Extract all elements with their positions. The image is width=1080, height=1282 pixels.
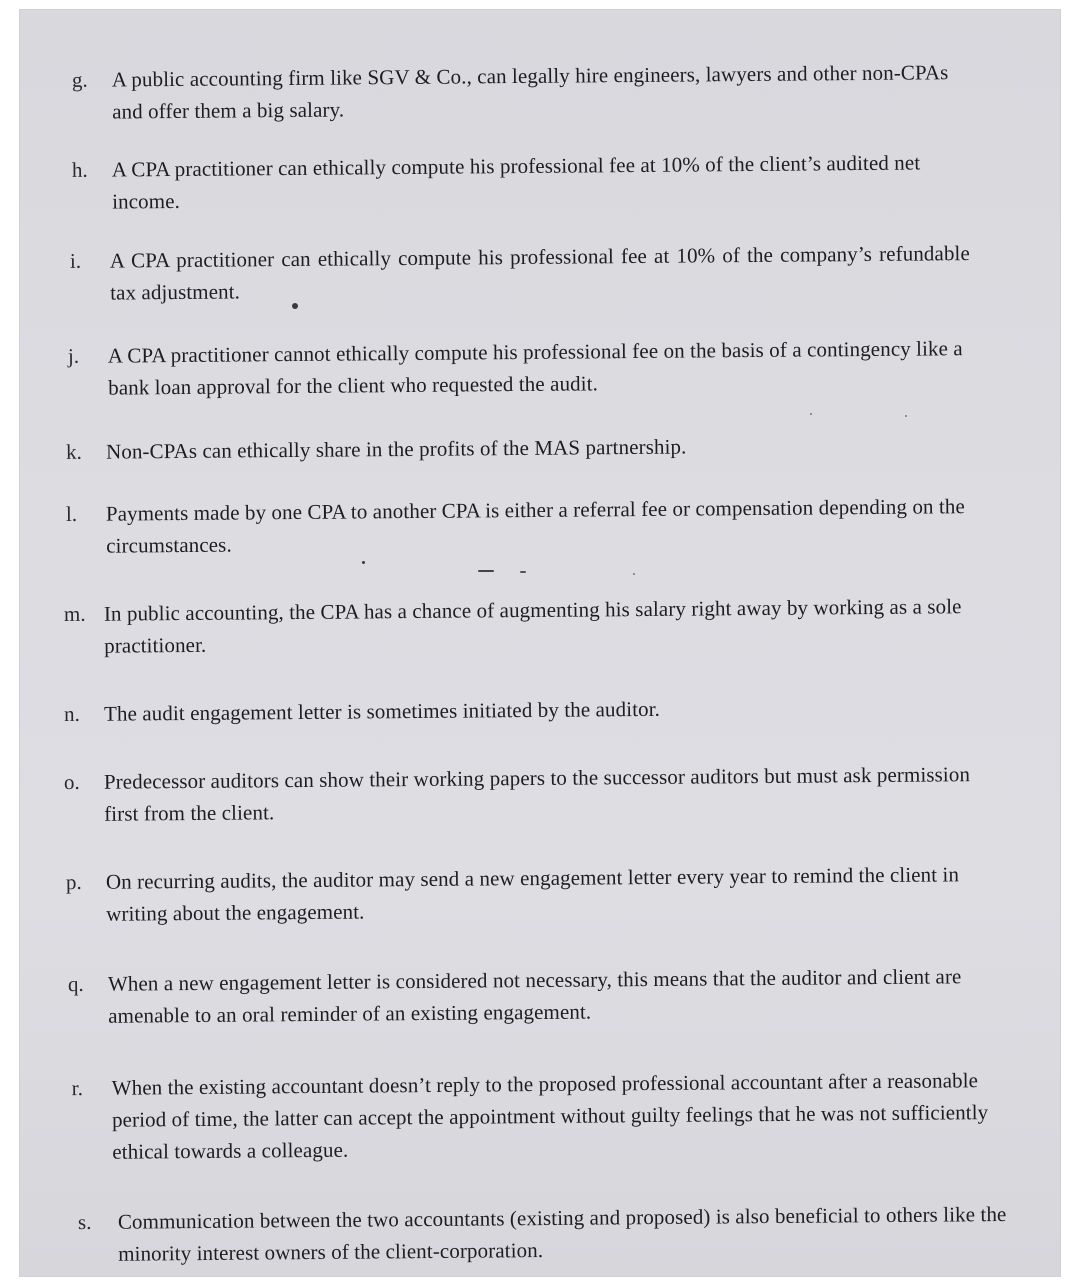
scan-speck xyxy=(905,415,907,417)
item-letter: k. xyxy=(65,439,83,464)
list-item xyxy=(72,1064,1018,1168)
list-item xyxy=(72,56,963,128)
list-item xyxy=(68,332,979,404)
scan-speck xyxy=(633,573,635,575)
item-text: On recurring audits, the auditor may send a new engagement letter every year to remind the client in writing about the engagement. xyxy=(105,862,960,926)
item-text: When the existing accountant doesn’t reply to the proposed professional accountant after a reasonable period of time, the latter can accept the appointment without guilty feelings that he was not sufficiently ethical towards a colleague. xyxy=(111,1068,989,1164)
item-letter: p. xyxy=(65,869,82,895)
item-text: Predecessor auditors can show their working papers to the successor auditors but must ask permission first from the client. xyxy=(103,762,971,826)
item-letter: g. xyxy=(71,67,88,92)
item-text: The audit engagement letter is sometimes initiated by the auditor. xyxy=(103,696,661,726)
list-item xyxy=(64,590,995,662)
list-item xyxy=(66,490,992,562)
item-text: A public accounting firm like SGV & Co., can legally hire engineers, lawyers and other non-CPAs and offer them a big salary. xyxy=(111,60,949,124)
item-text: Payments made by one CPA to another CPA is either a referral fee or compensation depending on the circumstances. xyxy=(105,494,965,558)
item-letter: j. xyxy=(67,343,80,368)
item-letter: r. xyxy=(71,1076,84,1101)
item-letter: s. xyxy=(77,1209,92,1235)
item-letter: h. xyxy=(71,157,88,182)
item-text: When a new engagement letter is considered not necessary, this means that the auditor and client are amenable to an oral reminder of an existing engagement. xyxy=(107,964,962,1028)
item-text: Non-CPAs can ethically share in the profits of the MAS partnership. xyxy=(105,434,687,464)
item-letter: q. xyxy=(67,971,84,997)
scan-speck xyxy=(810,413,812,415)
item-letter: i. xyxy=(69,248,82,273)
item-text: A CPA practitioner can ethically compute his professional fee at 10% of the company’s refundable tax adjustment. xyxy=(109,241,970,305)
item-text: A CPA practitioner can ethically compute his professional fee at 10% of the client’s audited net income. xyxy=(111,150,921,214)
list-item xyxy=(66,858,1012,930)
item-text: Communication between the two accountants (existing and proposed) is also beneficial to others like the minority interest owners of the client-corporation. xyxy=(117,1201,1007,1266)
scan-speck xyxy=(292,303,298,309)
list-item xyxy=(78,1198,1019,1270)
list-item xyxy=(68,960,1014,1032)
item-letter: l. xyxy=(65,501,78,527)
document-page xyxy=(20,10,1060,1276)
list-item xyxy=(72,146,968,218)
scan-speck xyxy=(520,571,526,573)
item-text: In public accounting, the CPA has a chance of augmenting his salary right away by working as a sole practitioner. xyxy=(103,594,962,658)
item-letter: n. xyxy=(63,701,81,727)
list-item xyxy=(66,428,966,468)
scan-speck xyxy=(362,561,365,564)
item-letter: m. xyxy=(63,601,86,627)
item-text: A CPA practitioner cannot ethically compute his professional fee on the basis of a contingency like a bank loan approval for the client who requested the audit. xyxy=(107,336,963,400)
scan-speck xyxy=(478,570,494,572)
list-item xyxy=(64,758,1005,830)
list-item xyxy=(70,237,971,309)
item-letter: o. xyxy=(63,769,80,795)
list-item xyxy=(64,690,994,730)
